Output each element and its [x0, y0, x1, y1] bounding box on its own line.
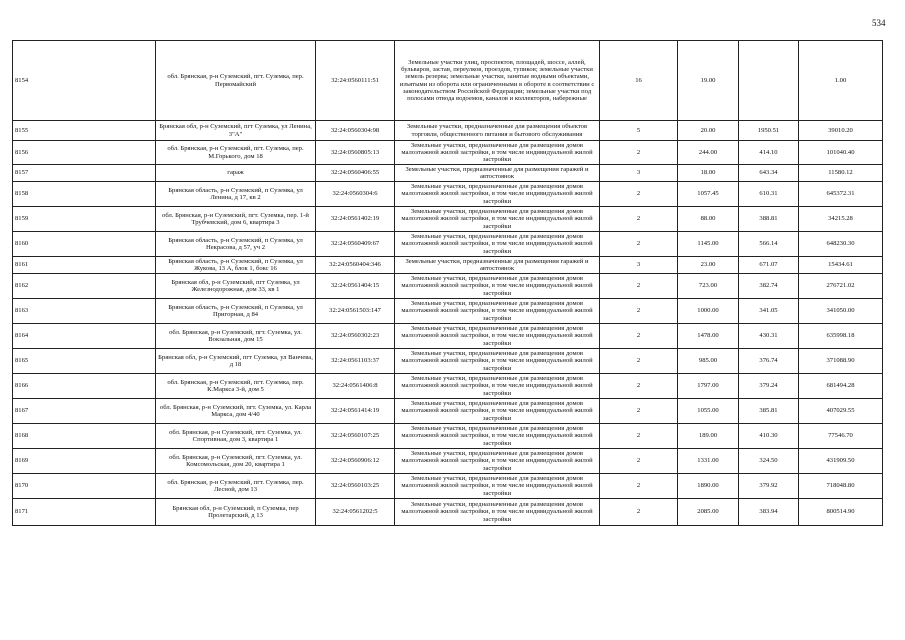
address-cell: обл. Брянская, р-н Суземский, пгт. Суземка, ул. Спортивная, дом 3, квартира 1: [156, 424, 316, 449]
address-cell: Брянская область, р-н Суземский, п Суземка, ул Пригорная, д 84: [156, 299, 316, 324]
area-cell: 1055.00: [678, 399, 739, 424]
specific-value-cell: 383.94: [739, 499, 799, 526]
land-use-cell: Земельные участки, предназначенные для размещения домов малоэтажной жилой застройки, в том числе индивидуальной жилой застройки: [395, 232, 600, 257]
cadastral-value-cell: 648230.30: [799, 232, 883, 257]
address-cell: Брянская обл, р-н Суземский, п Суземка, пер Пролетарский, д 13: [156, 499, 316, 526]
cadastral-value-cell: 341050.00: [799, 299, 883, 324]
cadastral-number-cell: 32:24:0561406:8: [316, 374, 395, 399]
area-cell: 985.00: [678, 349, 739, 374]
address-cell: обл. Брянская, р-н Суземский, пгт. Суземка, пер. 1-й Трубчевский, дом 6, квартира 3: [156, 207, 316, 232]
specific-value-cell: 430.31: [739, 324, 799, 349]
row-number: 8166: [13, 374, 156, 399]
table-row: [13, 474, 883, 499]
land-use-cell: Земельные участки, предназначенные для размещения гаражей и автостоянок: [395, 257, 600, 274]
row-number: 8158: [13, 182, 156, 207]
cadastral-number-cell: 32:24:0560404:346: [316, 257, 395, 274]
cadastral-number-cell: 32:24:0560304:98: [316, 121, 395, 141]
specific-value-cell: 643.34: [739, 165, 799, 182]
row-number: 8169: [13, 449, 156, 474]
table-row: [13, 41, 883, 121]
use-code-cell: 2: [600, 207, 678, 232]
cadastral-number-cell: 32:24:0560805:13: [316, 141, 395, 165]
specific-value-cell: 379.92: [739, 474, 799, 499]
address-cell: Брянская обл, р-н Суземский, пгт Суземка, ул Ленина, 3"А": [156, 121, 316, 141]
table-row: [13, 182, 883, 207]
specific-value-cell: 671.07: [739, 257, 799, 274]
address-cell: гараж: [156, 165, 316, 182]
area-cell: 1057.45: [678, 182, 739, 207]
specific-value-cell: 376.74: [739, 349, 799, 374]
specific-value-cell: 566.14: [739, 232, 799, 257]
row-number: 8160: [13, 232, 156, 257]
land-use-cell: Земельные участки, предназначенные для размещения домов малоэтажной жилой застройки, в том числе индивидуальной жилой застройки: [395, 424, 600, 449]
cadastral-value-cell: 11580.12: [799, 165, 883, 182]
use-code-cell: 2: [600, 399, 678, 424]
specific-value-cell: 382.74: [739, 274, 799, 299]
table-row: [13, 374, 883, 399]
area-cell: 244.00: [678, 141, 739, 165]
use-code-cell: 2: [600, 374, 678, 399]
cadastral-value-cell: 635998.18: [799, 324, 883, 349]
cadastral-value-cell: 718048.80: [799, 474, 883, 499]
address-cell: обл. Брянская, р-н Суземский, пгт. Суземка, пер. М.Горького, дом 18: [156, 141, 316, 165]
row-number: 8156: [13, 141, 156, 165]
area-cell: 2085.00: [678, 499, 739, 526]
area-cell: 189.00: [678, 424, 739, 449]
cadastral-number-cell: 32:24:0560111:51: [316, 41, 395, 121]
cadastral-value-cell: 276721.02: [799, 274, 883, 299]
table-row: [13, 207, 883, 232]
address-cell: Брянская область, р-н Суземский, п Суземка, ул Некрасова, д 57, уч 2: [156, 232, 316, 257]
row-number: 8163: [13, 299, 156, 324]
table-row: [13, 232, 883, 257]
cadastral-number-cell: 32:24:0560304:6: [316, 182, 395, 207]
specific-value-cell: 1950.51: [739, 121, 799, 141]
address-cell: обл. Брянская, р-н Суземский, пгт. Суземка, пер. Лесной, дом 13: [156, 474, 316, 499]
use-code-cell: 2: [600, 349, 678, 374]
area-cell: 1478.00: [678, 324, 739, 349]
area-cell: 1331.00: [678, 449, 739, 474]
cadastral-value-cell: 431909.50: [799, 449, 883, 474]
area-cell: 19.00: [678, 41, 739, 121]
land-use-cell: Земельные участки, предназначенные для размещения домов малоэтажной жилой застройки, в том числе индивидуальной жилой застройки: [395, 182, 600, 207]
row-number: 8162: [13, 274, 156, 299]
cadastral-number-cell: 32:24:0561503:147: [316, 299, 395, 324]
address-cell: Брянская обл, р-н Суземский, пгт Суземка, ул Ванчева, д 18: [156, 349, 316, 374]
land-use-cell: Земельные участки, предназначенные для размещения домов малоэтажной жилой застройки, в том числе индивидуальной жилой застройки: [395, 141, 600, 165]
cadastral-number-cell: 32:24:0560302:23: [316, 324, 395, 349]
table-row: [13, 349, 883, 374]
use-code-cell: 2: [600, 449, 678, 474]
cadastral-number-cell: 32:24:0561414:19: [316, 399, 395, 424]
specific-value-cell: 324.50: [739, 449, 799, 474]
address-cell: обл. Брянская, р-н Суземский, пгт. Суземка, ул. Карла Маркса, дом 4/40: [156, 399, 316, 424]
use-code-cell: 2: [600, 232, 678, 257]
use-code-cell: 16: [600, 41, 678, 121]
table-row: [13, 499, 883, 526]
use-code-cell: 2: [600, 299, 678, 324]
use-code-cell: 2: [600, 274, 678, 299]
table-body: [13, 41, 883, 526]
use-code-cell: 2: [600, 182, 678, 207]
specific-value-cell: [739, 41, 799, 121]
specific-value-cell: 341.05: [739, 299, 799, 324]
table-row: [13, 324, 883, 349]
use-code-cell: 2: [600, 141, 678, 165]
use-code-cell: 2: [600, 324, 678, 349]
cadastral-number-cell: 32:24:0561103:37: [316, 349, 395, 374]
land-use-cell: Земельные участки, предназначенные для размещения домов малоэтажной жилой застройки, в том числе индивидуальной жилой застройки: [395, 324, 600, 349]
area-cell: 1890.00: [678, 474, 739, 499]
area-cell: 23.00: [678, 257, 739, 274]
row-number: 8159: [13, 207, 156, 232]
table-row: [13, 424, 883, 449]
cadastral-number-cell: 32:24:0560906:12: [316, 449, 395, 474]
row-number: 8154: [13, 41, 156, 121]
address-cell: обл. Брянская, р-н Суземский, пгт. Суземка, ул. Вокзальная, дом 15: [156, 324, 316, 349]
use-code-cell: 3: [600, 165, 678, 182]
cadastral-number-cell: 32:24:0561402:19: [316, 207, 395, 232]
row-number: 8170: [13, 474, 156, 499]
cadastral-value-cell: 681494.28: [799, 374, 883, 399]
land-use-cell: Земельные участки, предназначенные для размещения домов малоэтажной жилой застройки, в том числе индивидуальной жилой застройки: [395, 449, 600, 474]
cadastral-number-cell: 32:24:0560409:67: [316, 232, 395, 257]
row-number: 8168: [13, 424, 156, 449]
row-number: 8165: [13, 349, 156, 374]
specific-value-cell: 410.30: [739, 424, 799, 449]
row-number: 8167: [13, 399, 156, 424]
cadastral-value-cell: 77546.70: [799, 424, 883, 449]
land-use-cell: Земельные участки, предназначенные для размещения гаражей и автостоянок: [395, 165, 600, 182]
use-code-cell: 2: [600, 424, 678, 449]
use-code-cell: 2: [600, 474, 678, 499]
cadastral-value-cell: 800514.90: [799, 499, 883, 526]
cadastral-value-cell: 39010.20: [799, 121, 883, 141]
area-cell: 723.00: [678, 274, 739, 299]
area-cell: 1145.00: [678, 232, 739, 257]
specific-value-cell: 379.24: [739, 374, 799, 399]
table-row: [13, 141, 883, 165]
row-number: 8164: [13, 324, 156, 349]
page-number: 534: [872, 18, 886, 28]
specific-value-cell: 388.81: [739, 207, 799, 232]
use-code-cell: 2: [600, 499, 678, 526]
specific-value-cell: 414.10: [739, 141, 799, 165]
area-cell: 18.00: [678, 165, 739, 182]
row-number: 8161: [13, 257, 156, 274]
address-cell: обл. Брянская, р-н Суземский, пгт. Суземка, пер. К.Маркса 3-й, дом 5: [156, 374, 316, 399]
land-use-cell: Земельные участки, предназначенные для размещения домов малоэтажной жилой застройки, в том числе индивидуальной жилой застройки: [395, 274, 600, 299]
table-row: [13, 449, 883, 474]
table-row: [13, 121, 883, 141]
cadastral-value-cell: 645372.31: [799, 182, 883, 207]
table-row: [13, 257, 883, 274]
land-use-cell: Земельные участки, предназначенные для размещения домов малоэтажной жилой застройки, в том числе индивидуальной жилой застройки: [395, 474, 600, 499]
use-code-cell: 3: [600, 257, 678, 274]
table-row: [13, 399, 883, 424]
land-use-cell: Земельные участки, предназначенные для размещения домов малоэтажной жилой застройки, в том числе индивидуальной жилой застройки: [395, 374, 600, 399]
area-cell: 1000.00: [678, 299, 739, 324]
specific-value-cell: 385.81: [739, 399, 799, 424]
cadastral-value-cell: 15434.61: [799, 257, 883, 274]
land-registry-table: [12, 40, 883, 526]
cadastral-number-cell: 32:24:0561404:15: [316, 274, 395, 299]
cadastral-number-cell: 32:24:0560107:25: [316, 424, 395, 449]
table-row: [13, 274, 883, 299]
address-cell: обл. Брянская, р-н Суземский, пгт. Суземка, пер. Первомайский: [156, 41, 316, 121]
cadastral-value-cell: 34215.28: [799, 207, 883, 232]
specific-value-cell: 610.31: [739, 182, 799, 207]
row-number: 8157: [13, 165, 156, 182]
land-use-cell: Земельные участки, предназначенные для размещения домов малоэтажной жилой застройки, в том числе индивидуальной жилой застройки: [395, 349, 600, 374]
area-cell: 88.00: [678, 207, 739, 232]
area-cell: 20.00: [678, 121, 739, 141]
area-cell: 1797.00: [678, 374, 739, 399]
address-cell: Брянская область, р-н Суземский, п Суземка, ул Жукова, 13 А, блок 1, бокс 16: [156, 257, 316, 274]
cadastral-value-cell: 371088.90: [799, 349, 883, 374]
cadastral-value-cell: 101040.40: [799, 141, 883, 165]
address-cell: Брянская область, р-н Суземский, п Суземка, ул Ленина, д 17, кв 2: [156, 182, 316, 207]
table-row: [13, 299, 883, 324]
cadastral-number-cell: 32:24:0560406:55: [316, 165, 395, 182]
land-use-cell: Земельные участки, предназначенные для размещения домов малоэтажной жилой застройки, в том числе индивидуальной жилой застройки: [395, 299, 600, 324]
land-use-cell: Земельные участки улиц, проспектов, площадей, шоссе, аллей, бульваров, застав, переулков, проездов, тупиков; земельные участки земель резерва; земельные участки, занятые водными объектами, изъятыми из оборота или ограниченными в обороте в соответствии с законодательством Российской Федерации; земельные участки под полосами отвода водоемов, каналов и коллекторов, набережные: [395, 41, 600, 121]
land-use-cell: Земельные участки, предназначенные для размещения домов малоэтажной жилой застройки, в том числе индивидуальной жилой застройки: [395, 399, 600, 424]
cadastral-value-cell: 407029.55: [799, 399, 883, 424]
use-code-cell: 5: [600, 121, 678, 141]
address-cell: Брянская обл, р-н Суземский, пгт Суземка, ул Железнодорожная, дом 33, кв 1: [156, 274, 316, 299]
row-number: 8155: [13, 121, 156, 141]
cadastral-number-cell: 32:24:0560103:25: [316, 474, 395, 499]
address-cell: обл. Брянская, р-н Суземский, пгт. Суземка, ул. Комсомольская, дом 20, квартира 1: [156, 449, 316, 474]
cadastral-value-cell: 1.00: [799, 41, 883, 121]
land-use-cell: Земельные участки, предназначенные для размещения объектов торговли, общественного питания и бытового обслуживания: [395, 121, 600, 141]
row-number: 8171: [13, 499, 156, 526]
cadastral-number-cell: 32:24:0561202:5: [316, 499, 395, 526]
land-use-cell: Земельные участки, предназначенные для размещения домов малоэтажной жилой застройки, в том числе индивидуальной жилой застройки: [395, 499, 600, 526]
table-row: [13, 165, 883, 182]
land-use-cell: Земельные участки, предназначенные для размещения домов малоэтажной жилой застройки, в том числе индивидуальной жилой застройки: [395, 207, 600, 232]
